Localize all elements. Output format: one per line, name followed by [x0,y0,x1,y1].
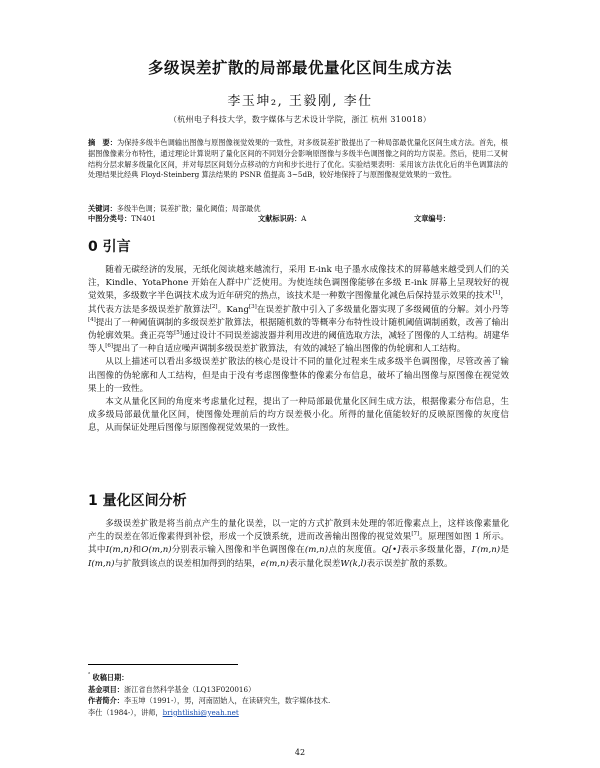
math-output-image: O(m,n) [141,545,172,556]
footnote-mark: ² [88,672,91,678]
math-quantizer: Q[•] [381,545,401,556]
text-run: 与扩散到该点的误差相加得到的结果， [114,558,261,569]
abstract [88,138,508,181]
math-input-image: I(m,n) [105,545,133,556]
math-error: e(m,n) [260,558,289,569]
citation: [6] [105,343,113,350]
section-0-body [88,264,509,436]
text-run: 提出了一种自适应噪声调制多级误差扩散算法，有效的减轻了输出图像的伪轮廓和人工结构。 [113,344,466,355]
text-run: 在误差扩散中引入了多级量化器实现了多级阈值的分解。刘小丹等 [256,304,509,315]
text-run: ，其代表方法是多级误差扩散算法 [88,291,509,315]
author-label: 作者简介： [88,696,124,706]
citation: [1] [492,290,501,297]
text-run: 表示误差扩散的系数。 [366,558,453,569]
doc-label: 文献标识码： [258,214,302,223]
abstract-label: 摘 要： [88,138,117,147]
text-run: 表示量化误差 [288,558,341,569]
footnotes [88,672,528,718]
doc-code [258,214,306,224]
clc-value: TN401 [131,214,156,223]
keywords-text: 多级半色调；误差扩散；量化阈值；局部最优 [116,204,261,213]
footnote-received [88,672,528,684]
text-run: 提出了一种阈值调制的多级误差扩散算法，根据随机数的等概率分布特性设计随机阈值调制函数，改善了输出伪轮廓效果。龚正亮等 [88,317,509,342]
citation: [3] [248,303,257,310]
section-1-body [88,518,509,571]
math-input-image: I(m,n) [88,558,115,569]
intro-paragraph-3: 本文从量化区间的角度来考虑量化过程，提出了一种局部最优量化区间生成方法，根据像素分布信息，生成多级局部最优量化区间，使图像处理前后的均方误差极小化。所得的量化值能较好的反映原图像的灰度信息，从而保证处理后图像与原图像视觉效果的一致性。 [88,397,509,434]
received-label: 收稿日期： [92,673,129,682]
citation: [5] [174,330,182,337]
clc-label: 中图分类号： [88,214,132,223]
email-link[interactable]: brightlishi@yeah.net [162,707,239,717]
keywords [88,204,508,214]
abstract-text: 为保持多级半色调输出图像与原图像视觉效果的一致性，对多级误差扩散提出了一种局部最优量化区间生成方法。首先，根据图像像素分布特性，通过理论计算说明了量化区间的不同划分会影响原图像与多级半色调图像之间的均方误差。然后，使用二叉树结构分层求解多级量化区间，并对每层区间划分点移动的方向和步长进行了优化。实验结果表明：采用该方法优化后的半色调算法的处理结果比经典 Floyd-Steinberg 算法结果的 PSNR 值提高 3~5dB，较好地保持了与原图像视觉效果的一致性。 [88,138,508,180]
text-run: 。原理图如图 1 所示。其中 [88,532,509,556]
fund-label: 基金项目： [88,684,124,694]
fund-text: 浙江省自然科学基金（LQ13F020016） [123,684,256,694]
math-weights: W(k,l) [340,558,367,569]
text-run: 点的灰度值。 [328,545,382,556]
text-run: 。Kang [217,304,249,315]
citation: [2] [209,303,218,310]
text-run: 表示多级量化器， [400,545,472,556]
author-list: 李玉坤₂, 王毅刚, 李仕 [227,94,373,109]
math-modified-input: I′(m,n) [471,545,501,556]
section-1-heading: 1 量化区间分析 [88,493,187,509]
paper-title: 多级误差扩散的局部最优量化区间生成方法 [147,59,452,77]
footnote-author [88,695,528,707]
citation: [7] [411,531,420,538]
doc-value: A [301,214,307,223]
page-number: 42 [294,748,306,757]
text-run: 随着无碳经济的发展，无纸化阅读越来越流行，采用 E-ink 电子墨水成像技术的屏幕越来越受到人们的关注，Kindle、YotaPhone 开始在人群中广泛使用。为使连续色调图像能够在多级 E-ink 屏幕上呈现较好的视觉效果，多级数字半色调技术成为近年研究的热点，该技术是一种数字图像量化减色后保持显示效果的技术 [88,265,509,302]
text-run: 分别表示输入图像和半色调图像在 [171,545,305,556]
section-0-heading: 0 引言 [88,239,131,255]
analysis-paragraph-1 [88,518,509,571]
math-point: (m,n) [304,545,329,556]
text-run: 通过设计不同误差滤波器并利用改进的阈值选取方法，减轻了图像的人工结构。胡建华等人 [88,331,509,355]
text-run: 和 [132,545,142,556]
author-1-bio: 李玉坤（1991-），男，河南固始人，在读研究生，数字媒体技术. [123,696,331,706]
footnote-author-2 [88,707,528,719]
intro-paragraph-1 [88,264,509,356]
text-run: 多级误差扩散是将当前点产生的量化误差，以一定的方式扩散到未处理的邻近像素点上，这样该像素量化产生的误差在邻近像素得到补偿，形成一个反馈系统，进而改善输出图像的视觉效果 [88,519,509,543]
keywords-label: 关键词： [88,204,117,213]
clc-code [88,214,156,224]
text-run: 是 [500,545,509,556]
author-2-bio: 李仕（1984-），讲师， [88,707,163,717]
article-number-label: 文章编号： [414,214,450,223]
citation: [4] [88,316,96,323]
affiliation: （杭州电子科技大学，数字媒体与艺术设计学院，浙江 杭州 310018） [168,115,432,124]
article-number [414,214,450,224]
footnote-divider [88,664,238,665]
footnote-fund [88,684,528,696]
intro-paragraph-2: 从以上描述可以看出多级误差扩散法的核心是设计不同的量化过程来生成多级半色调图像，尽管改善了输出图像的伪轮廓和人工结构，但是由于没有考虑图像整体的像素分布信息，破坏了输出图像与原图像在视觉效果上的一致性。 [88,357,509,394]
